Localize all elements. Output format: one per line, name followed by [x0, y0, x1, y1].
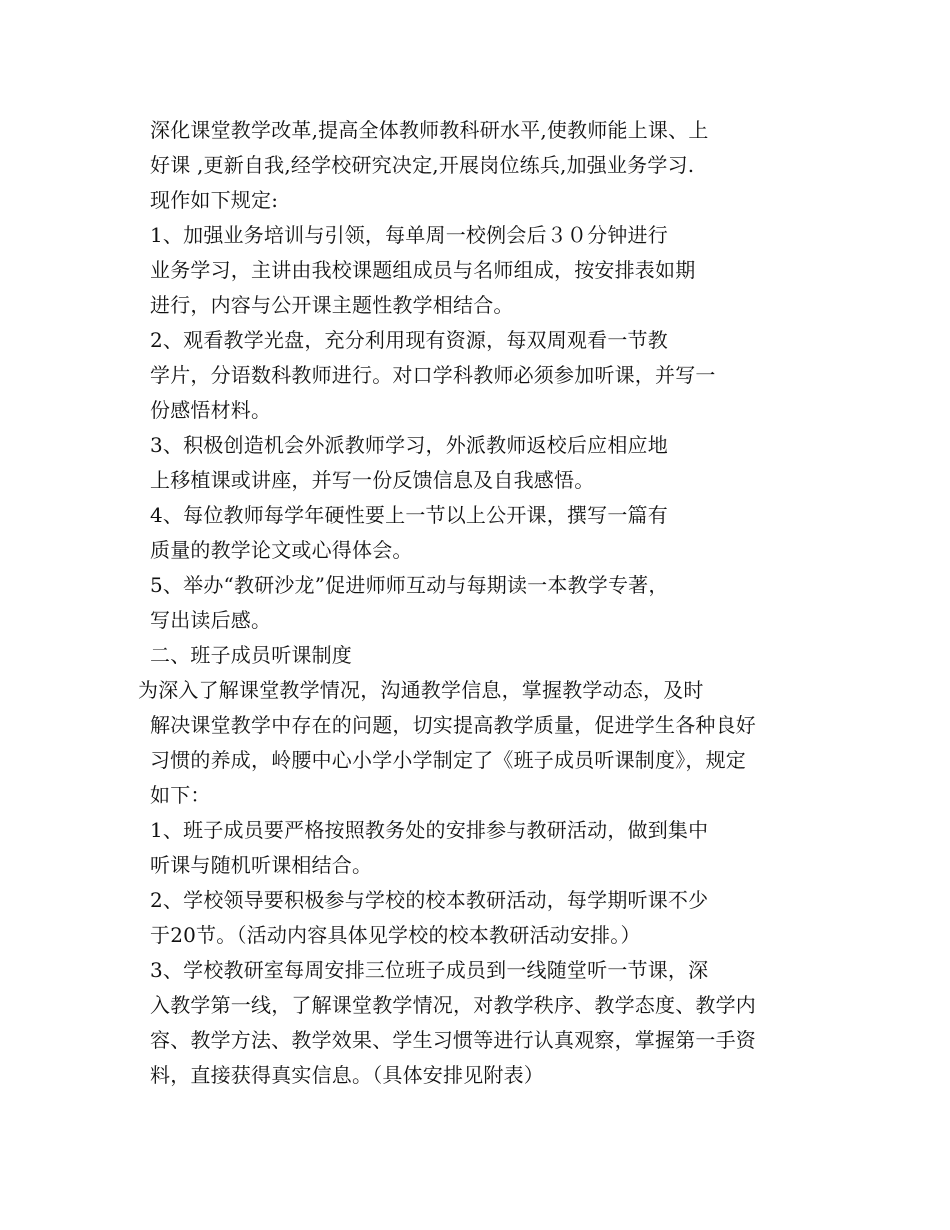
text-line: 3、学校教研室每周安排三位班子成员到一线随堂听一节课，深	[150, 958, 709, 982]
text-line: 质量的教学论文或心得体会。	[150, 538, 413, 562]
text-line: 2、观看教学光盘，充分利用现有资源，每双周观看一节教	[150, 328, 668, 352]
text-line: 进行，内容与公开课主题性教学相结合。	[150, 293, 514, 317]
text-line: 深化课堂教学改革,提高全体教师教科研水平,使教师能上课、上	[150, 118, 709, 142]
text-line: 写出读后感。	[150, 608, 272, 632]
text-line: 1、班子成员要严格按照教务处的安排参与教研活动，做到集中	[150, 818, 709, 842]
text-line: 1、加强业务培训与引领，每单周一校例会后３０分钟进行	[150, 223, 668, 247]
text-line: 习惯的养成，岭腰中心小学小学制定了《班子成员听课制度》，规定	[150, 748, 746, 772]
text-line: 为深入了解课堂教学情况，沟通教学信息，掌握教学动态，及时	[138, 678, 704, 702]
text-line: 解决课堂教学中存在的问题，切实提高教学质量，促进学生各种良好	[150, 713, 756, 737]
text-line: 学片，分语数科教师进行。对口学科教师必须参加听课，并写一	[150, 363, 716, 387]
text-line: 听课与随机听课相结合。	[150, 853, 373, 877]
text-line: 于20节。（活动内容具体见学校的校本教研活动安排。）	[150, 923, 641, 947]
text-line: 现作如下规定:	[150, 188, 279, 212]
text-line: 5、举办“教研沙龙”促进师师互动与每期读一本教学专著，	[150, 573, 669, 597]
text-line: 上移植课或讲座，并写一份反馈信息及自我感悟。	[150, 468, 595, 492]
text-line: 容、教学方法、教学效果、学生习惯等进行认真观察，掌握第一手资	[150, 1028, 756, 1052]
text-line: 业务学习，主讲由我校课题组成员与名师组成，按安排表如期	[150, 258, 696, 282]
text-line: 4、每位教师每学年硬性要上一节以上公开课，撰写一篇有	[150, 503, 668, 527]
text-line: 好课 ,更新自我,经学校研究决定,开展岗位练兵,加强业务学习.	[150, 153, 695, 177]
text-line: 料，直接获得真实信息。（具体安排见附表）	[150, 1063, 544, 1087]
text-line: 份感悟材料。	[150, 398, 272, 422]
text-line: 2、学校领导要积极参与学校的校本教研活动，每学期听课不少	[150, 888, 709, 912]
section-heading: 二、班子成员听课制度	[150, 643, 352, 667]
text-line: 3、积极创造机会外派教师学习，外派教师返校后应相应地	[150, 433, 668, 457]
text-line: 如下：	[150, 783, 211, 807]
text-line: 入教学第一线，了解课堂教学情况，对教学秩序、教学态度、教学内	[150, 993, 756, 1017]
